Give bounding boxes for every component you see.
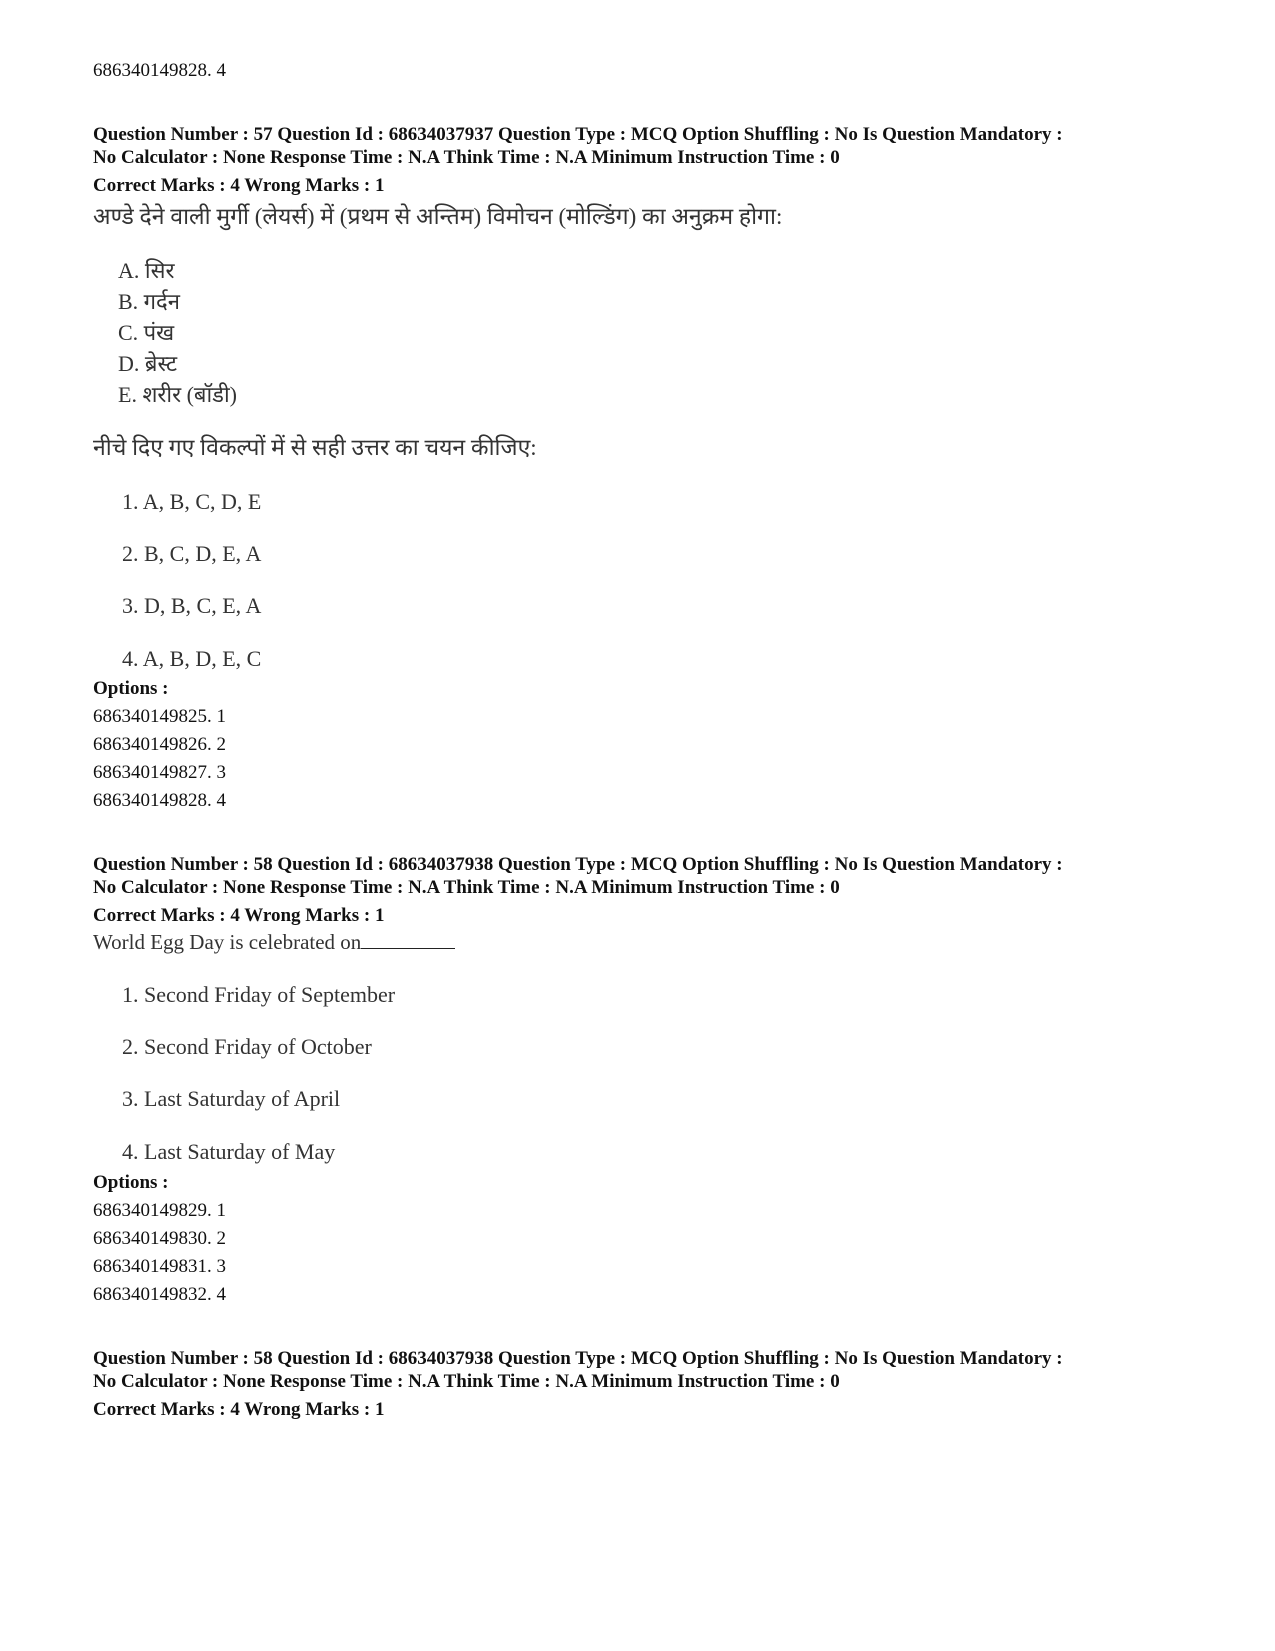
question-sub-item-c: C. पंख — [118, 320, 175, 345]
question-header-line1: Question Number : 58 Question Id : 68634037938 Question Type : MCQ Option Shuffling : No Is Question Mandatory : — [93, 854, 1063, 875]
option-entry: 686340149827. 3 — [93, 762, 226, 783]
options-label: Options : — [93, 1172, 169, 1193]
question-header-line1: Question Number : 57 Question Id : 68634037937 Question Type : MCQ Option Shuffling : No Is Question Mandatory : — [93, 124, 1063, 145]
option-entry: 686340149828. 4 — [93, 60, 226, 81]
question-sub-item-b: B. गर्दन — [118, 289, 180, 314]
question-header-line2: No Calculator : None Response Time : N.A Think Time : N.A Minimum Instruction Time : 0 — [93, 147, 840, 168]
answer-choice-3: 3. Last Saturday of April — [122, 1086, 341, 1111]
question-marks: Correct Marks : 4 Wrong Marks : 1 — [93, 1399, 385, 1420]
answer-choice-1: 1. Second Friday of September — [122, 982, 396, 1007]
question-text: अण्डे देने वाली मुर्गी (लेयर्स) में (प्रथम से अन्तिम) विमोचन (मोल्डिंग) का अनुक्रम होगा: — [93, 204, 783, 229]
answer-choice-2: 2. Second Friday of October — [122, 1034, 372, 1059]
question-text: World Egg Day is celebrated on — [93, 930, 362, 954]
option-entry: 686340149829. 1 — [93, 1200, 226, 1221]
option-entry: 686340149831. 3 — [93, 1256, 226, 1277]
option-entry: 686340149825. 1 — [93, 706, 226, 727]
answer-choice-2: 2. B, C, D, E, A — [122, 541, 262, 566]
answer-choice-1: 1. A, B, C, D, E — [122, 489, 262, 514]
answer-choice-4: 4. A, B, D, E, C — [122, 646, 262, 671]
answer-blank — [361, 928, 455, 949]
answer-choice-3: 3. D, B, C, E, A — [122, 593, 262, 618]
question-text-row — [93, 928, 455, 956]
question-sub-item-a: A. सिर — [118, 258, 175, 283]
question-instruction: नीचे दिए गए विकल्पों में से सही उत्तर का चयन कीजिए: — [93, 435, 537, 460]
option-entry: 686340149828. 4 — [93, 790, 226, 811]
answer-choice-4: 4. Last Saturday of May — [122, 1139, 336, 1164]
question-marks: Correct Marks : 4 Wrong Marks : 1 — [93, 905, 385, 926]
question-marks: Correct Marks : 4 Wrong Marks : 1 — [93, 175, 385, 196]
option-entry: 686340149826. 2 — [93, 734, 226, 755]
question-header-line2: No Calculator : None Response Time : N.A Think Time : N.A Minimum Instruction Time : 0 — [93, 1371, 840, 1392]
question-header-line2: No Calculator : None Response Time : N.A Think Time : N.A Minimum Instruction Time : 0 — [93, 877, 840, 898]
question-header-line1: Question Number : 58 Question Id : 68634037938 Question Type : MCQ Option Shuffling : No Is Question Mandatory : — [93, 1348, 1063, 1369]
question-sub-item-d: D. ब्रेस्ट — [118, 351, 178, 376]
option-entry: 686340149830. 2 — [93, 1228, 226, 1249]
options-label: Options : — [93, 678, 169, 699]
question-sub-item-e: E. शरीर (बॉडी) — [118, 382, 237, 407]
option-entry: 686340149832. 4 — [93, 1284, 226, 1305]
